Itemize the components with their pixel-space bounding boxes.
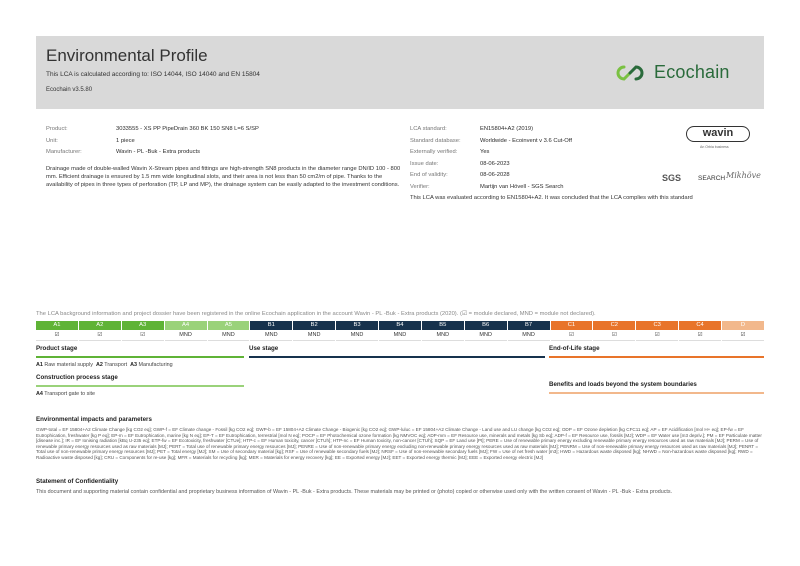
module-code: B5	[422, 321, 464, 330]
stage-module-label: Transport gate to site	[42, 391, 99, 397]
module-status: ☑	[593, 330, 635, 341]
module-code: A4	[165, 321, 207, 330]
verifier-signature: Mikhöve	[726, 171, 761, 180]
lca-info	[410, 124, 572, 193]
module-status: MND	[293, 330, 335, 341]
stage-module-label: Manufacturing	[137, 362, 176, 368]
product-stage-title: Product stage	[36, 345, 78, 352]
confidentiality-text: This document and supporting material contain confidential and proprietary business information of Wavin - PL -Buk - Extra products. These materials may be printed or (photo) copied or otherwise used only with the written consent of Wavin - PL -Buk - Extra products.	[36, 489, 673, 495]
product-info-row	[46, 147, 259, 159]
lca-info-key: Issue date:	[410, 160, 439, 167]
stage-line-items	[36, 361, 176, 369]
module-status: MND	[250, 330, 292, 341]
module-code: D	[722, 321, 764, 330]
module-b1	[250, 321, 292, 341]
module-code: A5	[208, 321, 250, 330]
module-code: B7	[508, 321, 550, 330]
ecochain-logo-text: Ecochain	[654, 62, 730, 82]
lca-info-key: End of validity:	[410, 172, 448, 178]
product-info-value: Wavin - PL -Buk - Extra products	[116, 149, 200, 155]
module-b7	[508, 321, 550, 341]
header-banner	[36, 36, 764, 109]
module-status: MND	[208, 330, 250, 341]
module-status: MND	[379, 330, 421, 341]
module-status: ☑	[636, 330, 678, 341]
lca-info-row	[410, 182, 572, 194]
product-info-value: 1 piece	[116, 137, 135, 144]
eol-stage-title: End-of-Life stage	[549, 345, 600, 352]
module-code: C4	[679, 321, 721, 330]
module-code: C1	[551, 321, 593, 330]
module-status: ☑	[722, 330, 764, 341]
module-a4	[165, 321, 207, 341]
page-title: Environmental Profile	[46, 46, 208, 65]
module-status: ☑	[36, 330, 78, 341]
module-b5	[422, 321, 464, 341]
module-c2	[593, 321, 635, 341]
eol-stage-line	[549, 356, 764, 358]
product-info	[46, 124, 259, 159]
construction-stage-items	[36, 390, 98, 398]
module-code: A2	[79, 321, 121, 330]
stage-module-code: A1	[36, 362, 43, 368]
lca-info-key: Verifier:	[410, 183, 430, 190]
header-subtitle: This LCA is calculated according to: ISO 14044, ISO 14040 and EN 15804	[46, 71, 260, 78]
sgs-search-logo	[662, 171, 762, 187]
use-stage-title: Use stage	[249, 345, 279, 352]
benefits-stage-line	[549, 392, 764, 394]
construction-stage-line	[36, 385, 244, 387]
module-status: MND	[336, 330, 378, 341]
lca-info-key: LCA standard:	[410, 126, 447, 132]
module-code: A3	[122, 321, 164, 330]
module-c4	[679, 321, 721, 341]
module-status: ☑	[551, 330, 593, 341]
module-status: MND	[465, 330, 507, 341]
lca-info-value: Worldwide - Ecoinvent v 3.6 Cut-Off	[480, 137, 572, 144]
module-b6	[465, 321, 507, 341]
module-status: MND	[165, 330, 207, 341]
module-code: B6	[465, 321, 507, 330]
stage-module-code: A3	[130, 362, 138, 368]
stage-module-label: Raw material supply	[42, 362, 96, 368]
product-info-row	[46, 124, 259, 136]
product-info-key: Unit:	[46, 137, 58, 144]
module-code: B1	[250, 321, 292, 330]
product-info-key: Manufacturer:	[46, 149, 82, 155]
module-a5	[208, 321, 250, 341]
module-c1	[551, 321, 593, 341]
product-info-row	[46, 136, 259, 148]
product-stage-items	[36, 361, 176, 369]
module-b2	[293, 321, 335, 341]
lca-info-value: 08-06-2028	[480, 172, 510, 178]
wavin-logo	[686, 126, 752, 150]
module-c3	[636, 321, 678, 341]
lca-info-row	[410, 147, 572, 159]
lca-info-value: Martijn van Hövell - SGS Search	[480, 183, 564, 190]
impacts-definitions: GWP-total = EF 15804+A2 Climate Change [kg CO2 eq]; GWP-f = EF Climate change - Fossil [kg CO2 eq]; GWP-b = EF 15804+A2 Climate Change - Biogenic [kg CO2 eq]; GWP-luluc = EF 15804+A2 Climate Change - Land use and LU change [kg CO2 eq]; ODP = EF Ozone depletion [kg CFC11 eq]; AP = EF Acidification [mol H+ eq]; EP-fw = EF Eutrophication, freshwater [kg P eq]; EP-m = EF Eutrophication, marine [kg N eq]; EP-T = EF Eutrophication, terrestrial [mol N eq]; POCP = EF Photochemical ozone formation [kg NMVOC eq]; ADP-mm = EF Resource use, minerals and metals [kg Sb eq]; ADP-f = EF Resource use, fossils [MJ]; WDP = EF Water use [m3 depriv.]; PM = EF Particulate matter [disease inc.]; IR = EF Ionising radiation [kBq U-235 eq]; ETP-fw = EF Ecotoxicity, freshwater [CTUe]; HTP-c = EF Human toxicity, cancer [CTUh]; HTP-nc = EF Human toxicity, non-cancer [CTUh]; SQP = EF Land use [Pt]; PERE = Use of renewable primary energy excluding renewable primary energy resources used as raw materials [MJ]; PERM = Use of renewable primary energy resources used as raw materials [MJ]; PERT = Total use of renewable primary energy resources [MJ]; PENRE = Use of non-renewable primary energy excluding non-renewable primary energy resources used as raw materials [MJ]; PENRM = Use of non-renewable primary energy resources used as raw materials [MJ]; PENRT = Total use of non-renewable primary energy resources [MJ]; PET = Total energy [MJ]; SM = Use of secondary material [kg]; RSF = Use of renewable secondary fuels [MJ]; NRSF = Use of non-renewable secondary fuels [MJ]; FW = Use of net fresh water [m3]; HWD = Hazardous waste disposed [kg]; NHWD = Non-hazardous waste disposed [kg]; RWD = Radioactive waste disposed [kg]; CRU = Components for re-use [kg]; MFR = Materials for recycling [kg]; MER = Materials for energy recovery [kg]; EE = Exported energy [MJ]; EET = Exported energy thermic [MJ]; EEE = Exported energy electric [MJ]	[36, 427, 762, 460]
stage-module-code: A4	[36, 391, 43, 397]
wavin-tagline: An Orbia business	[700, 145, 729, 149]
product-info-value: 3033555 - XS PP PipeDrain 360 BK 150 SN8 L=6 S/SP	[116, 126, 259, 132]
module-b4	[379, 321, 421, 341]
ecochain-link-icon	[610, 64, 650, 82]
module-a1	[36, 321, 78, 341]
module-status: ☑	[122, 330, 164, 341]
module-status: ☑	[79, 330, 121, 341]
sgs-search-text: SEARCH	[698, 175, 726, 182]
wavin-logo-text: wavin	[686, 126, 750, 142]
lca-info-value: 08-06-2023	[480, 160, 510, 167]
module-status: MND	[422, 330, 464, 341]
stage-module-code: A2	[95, 362, 103, 368]
impacts-title: Environmental impacts and parameters	[36, 416, 152, 423]
lca-info-key: Standard database:	[410, 137, 461, 144]
module-code: B2	[293, 321, 335, 330]
module-code: B4	[379, 321, 421, 330]
sgs-logo-text: SGS	[662, 173, 682, 183]
module-status: ☑	[679, 330, 721, 341]
lca-info-value: Yes	[480, 149, 490, 155]
module-a2	[79, 321, 121, 341]
module-d	[722, 321, 764, 341]
lca-info-row	[410, 170, 572, 182]
confidentiality-title: Statement of Confidentiality	[36, 478, 119, 485]
stage-line-items	[36, 390, 98, 398]
lca-conclusion: This LCA was evaluated according to EN15804+A2. It was concluded that the LCA complies with this standard	[410, 195, 693, 201]
module-table	[36, 321, 764, 341]
stage-module-label: Transport	[102, 362, 131, 368]
module-code: C2	[593, 321, 635, 330]
module-code: C3	[636, 321, 678, 330]
benefits-stage-title: Benefits and loads beyond the system boundaries	[549, 381, 697, 388]
background-info: The LCA background information and project dossier have been registered in the online Ecochain application in the account Wavin - PL -Buk - Extra products (2020). (☑ = module declared, MND = module not declared).	[36, 311, 596, 317]
header-version: Ecochain v3.5.80	[46, 87, 93, 93]
construction-stage-title: Construction process stage	[36, 374, 118, 381]
module-status: MND	[508, 330, 550, 341]
use-stage-line	[249, 356, 545, 358]
ecochain-logo	[610, 62, 760, 84]
product-info-key: Product:	[46, 126, 68, 132]
lca-info-row	[410, 159, 572, 171]
lca-info-value: EN15804+A2 (2019)	[480, 126, 534, 132]
module-code: B3	[336, 321, 378, 330]
module-code: A1	[36, 321, 78, 330]
product-description: Drainage made of double-walled Wavin X-Stream pipes and fittings are high-strength SN8 products in the diameter range DN/ID 100 - 800 mm. Efficient drainage is ensured by 1.5 mm wide longitudinal slots, and their area is not less than 50 cm2/m of pipe. Thanks to the availability of pipes in three types of perforation (TP, LP and MP), the drainage system can be easily adapted to the investment conditions.	[46, 166, 401, 188]
module-b3	[336, 321, 378, 341]
lca-info-row	[410, 136, 572, 148]
lca-info-key: Externally verified:	[410, 149, 458, 155]
module-a3	[122, 321, 164, 341]
lca-info-row	[410, 124, 572, 136]
product-stage-line	[36, 356, 244, 358]
